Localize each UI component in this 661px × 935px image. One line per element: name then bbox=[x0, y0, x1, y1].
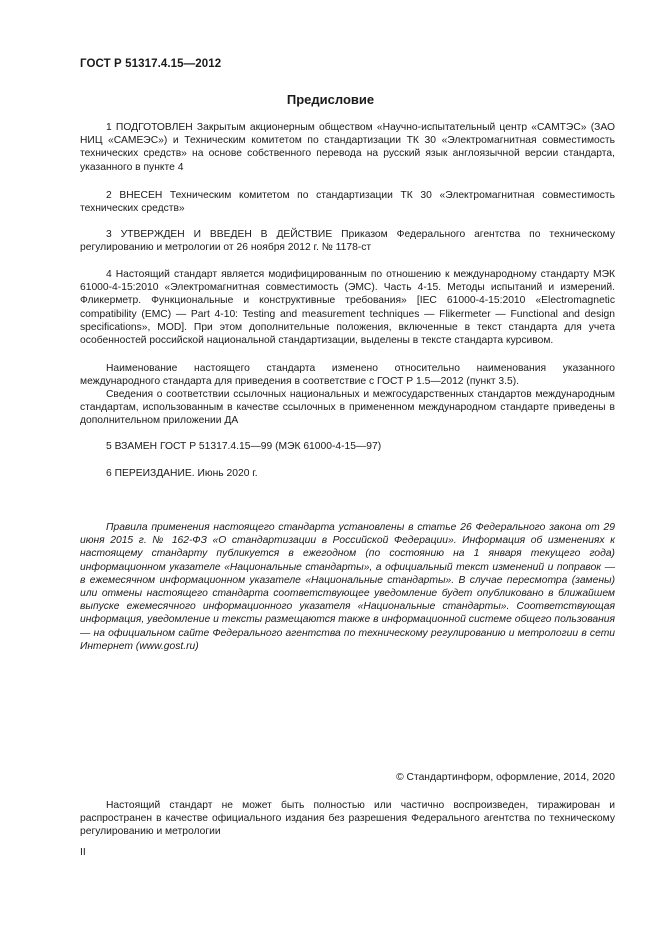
document-number-header: ГОСТ Р 51317.4.15—2012 bbox=[80, 58, 222, 70]
copyright-line: © Стандартинформ, оформление, 2014, 2020 bbox=[396, 772, 615, 783]
page-title: Предисловие bbox=[286, 92, 375, 107]
paragraph-prepared-by: 1 ПОДГОТОВЛЕН Закрытым акционерным обществом «Научно-испытательный центр «САМТЭС» (ЗАО НИЦ «САМЕЭС») и Техническим комитетом по стандартизации ТК 30 «Электромагнитная совместимость технических средств» на основе собственного перевода на русский язык англоязычной версии стандарта, указанного в пункте 4 bbox=[80, 122, 615, 173]
paragraph-references-info: Сведения о соответствии ссылочных национальных и межгосударственных стандартов международным стандартам, использованным в качестве ссылочных в примененном международном стандарте приведены в дополнительном приложении ДА bbox=[80, 389, 615, 427]
paragraph-replaces: 5 ВЗАМЕН ГОСТ Р 51317.4.15—99 (МЭК 61000-4-15—97) bbox=[106, 441, 382, 452]
paragraph-modified-standard: 4 Настоящий стандарт является модифицированным по отношению к международному стандарту МЭК 61000-4-15:2010 «Электромагнитная совместимость (ЭМС). Часть 4-15. Методы испытаний и измерений. Фликерметр. Функциональные и конструктивные требования» [IEC 61000-4-15:2010 «Electromagnetic compatibility (EMC) — Part 4-10: Testing and measurement techniques — Flikermeter — Functional and design specifications», MOD]. При этом дополнительные положения, включенные в текст стандарта для учета особенностей российской национальной стандартизации, выделены в тексте стандарта курсивом. bbox=[80, 269, 615, 347]
paragraph-reissue: 6 ПЕРЕИЗДАНИЕ. Июнь 2020 г. bbox=[106, 468, 258, 479]
paragraph-name-change: Наименование настоящего стандарта изменено относительно наименования указанного международного стандарта для приведения в соответствие с ГОСТ Р 1.5—2012 (пункт 3.5). bbox=[80, 363, 615, 388]
paragraph-approved: 3 УТВЕРЖДЕН И ВВЕДЕН В ДЕЙСТВИЕ Приказом Федерального агентства по техническому регулированию и метрологии от 26 ноября 2012 г. № 1178-ст bbox=[80, 229, 615, 254]
reproduction-restriction-footer: Настоящий стандарт не может быть полностью или частично воспроизведен, тиражирован и распространен в качестве официального издания без разрешения Федерального агентства по техническому регулированию и метрологии bbox=[80, 800, 615, 838]
page-number: II bbox=[80, 847, 86, 858]
paragraph-introduced-by: 2 ВНЕСЕН Техническим комитетом по стандартизации ТК 30 «Электромагнитная совместимость технических средств» bbox=[80, 190, 615, 215]
application-rules-notice: Правила применения настоящего стандарта установлены в статье 26 Федерального закона от 29 июня 2015 г. № 162-ФЗ «О стандартизации в Российской Федерации». Информация об изменениях к настоящему стандарту публикуется в ежегодном (по состоянию на 1 января текущего года) информационном указателе «Национальные стандарты», а официальный текст изменений и поправок — в ежемесячном информационном указателе «Национальные стандарты». В случае пересмотра (замены) или отмены настоящего стандарта соответствующее уведомление будет опубликовано в ближайшем выпуске ежемесячного информационного указателя «Национальные стандарты». Соответствующая информация, уведомление и тексты размещаются также в информационной системе общего пользования — на официальном сайте Федерального агентства по техническому регулированию и метрологии в сети Интернет (www.gost.ru) bbox=[80, 522, 615, 652]
